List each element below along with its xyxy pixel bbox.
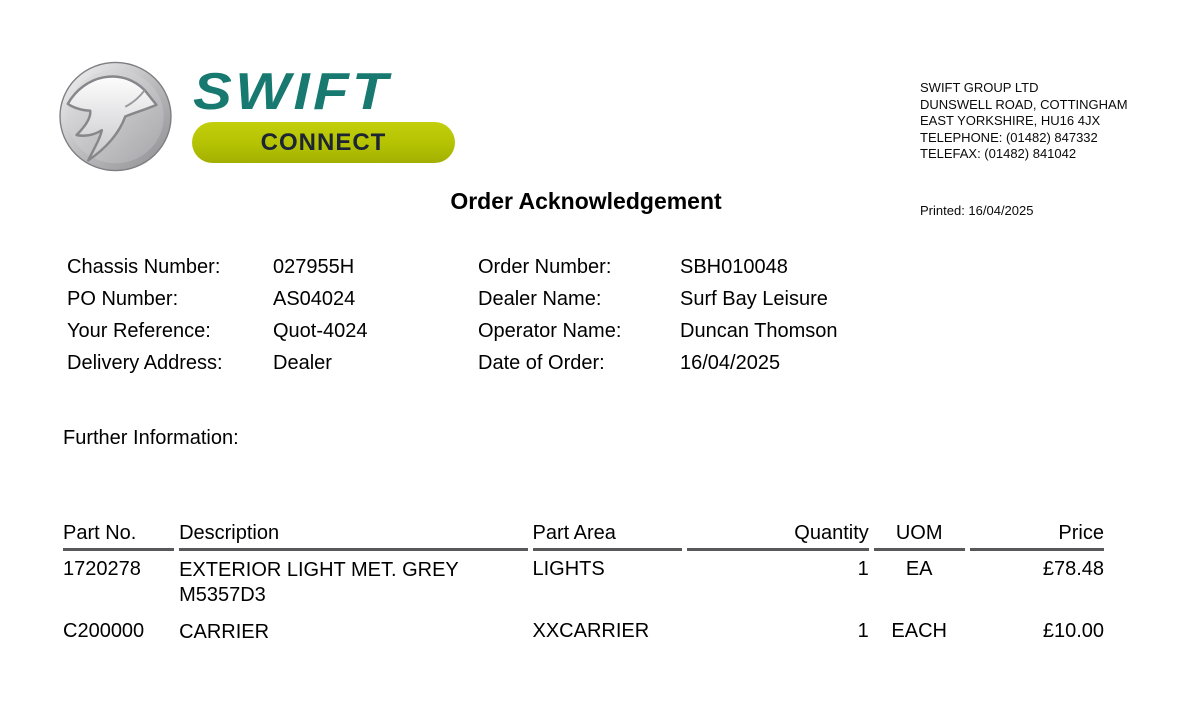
company-line: SWIFT GROUP LTD bbox=[920, 80, 1039, 95]
detail-value: SBH010048 bbox=[680, 255, 788, 278]
cell-part-area: XXCARRIER bbox=[532, 620, 650, 642]
detail-label: Chassis Number: bbox=[67, 255, 221, 278]
cell-uom: EACH bbox=[891, 620, 947, 642]
detail-value: Surf Bay Leisure bbox=[680, 287, 828, 310]
company-address-block bbox=[920, 80, 1128, 163]
detail-value: Duncan Thomson bbox=[680, 319, 838, 342]
cell-price: £10.00 bbox=[1042, 620, 1104, 642]
table-header-row bbox=[63, 522, 1104, 551]
column-header-description: Description bbox=[179, 522, 527, 551]
order-details bbox=[67, 251, 838, 379]
page-title: Order Acknowledgement bbox=[450, 188, 722, 214]
column-header-part-area: Part Area bbox=[533, 522, 682, 551]
brand-logo-text: SWIFT bbox=[193, 63, 391, 121]
cell-part-no: C200000 bbox=[63, 620, 145, 642]
further-information bbox=[63, 427, 251, 450]
column-header-part-no: Part No. bbox=[63, 522, 174, 551]
detail-value: 16/04/2025 bbox=[680, 351, 781, 374]
detail-label: PO Number: bbox=[67, 287, 179, 310]
company-line: TELEFAX: (01482) 841042 bbox=[920, 146, 1077, 161]
detail-label: Dealer Name: bbox=[478, 287, 602, 310]
column-header-uom: UOM bbox=[874, 522, 965, 551]
detail-label: Your Reference: bbox=[67, 319, 211, 342]
table-row bbox=[63, 608, 1104, 645]
swift-bird-icon bbox=[57, 61, 174, 172]
cell-quantity: 1 bbox=[857, 558, 869, 580]
detail-value: Dealer bbox=[273, 351, 332, 374]
company-line: EAST YORKSHIRE, HU16 4JX bbox=[920, 113, 1101, 128]
detail-label: Order Number: bbox=[478, 255, 612, 278]
detail-label: Date of Order: bbox=[478, 351, 605, 374]
connect-badge: CONNECT bbox=[192, 122, 455, 163]
printed-date: Printed: 16/04/2025 bbox=[920, 203, 1034, 218]
column-header-quantity: Quantity bbox=[687, 522, 869, 551]
company-line: DUNSWELL ROAD, COTTINGHAM bbox=[920, 96, 1128, 112]
table-row bbox=[63, 551, 1104, 608]
further-information-label: Further Information: bbox=[63, 427, 239, 449]
detail-label: Operator Name: bbox=[478, 319, 622, 342]
detail-value: 027955H bbox=[273, 255, 355, 278]
cell-description: CARRIER bbox=[179, 621, 270, 643]
cell-part-area: LIGHTS bbox=[532, 558, 605, 580]
cell-part-no: 1720278 bbox=[63, 558, 141, 580]
cell-price: £78.48 bbox=[1042, 558, 1104, 580]
cell-description: EXTERIOR LIGHT MET. GREY M5357D3 bbox=[179, 559, 459, 606]
cell-quantity: 1 bbox=[857, 620, 869, 642]
detail-value: AS04024 bbox=[273, 287, 356, 310]
detail-label: Delivery Address: bbox=[67, 351, 223, 374]
cell-uom: EA bbox=[905, 558, 933, 580]
company-line: TELEPHONE: (01482) 847332 bbox=[920, 129, 1098, 145]
detail-value: Quot-4024 bbox=[273, 319, 368, 342]
items-table bbox=[58, 522, 1109, 645]
column-header-price: Price bbox=[970, 522, 1104, 551]
